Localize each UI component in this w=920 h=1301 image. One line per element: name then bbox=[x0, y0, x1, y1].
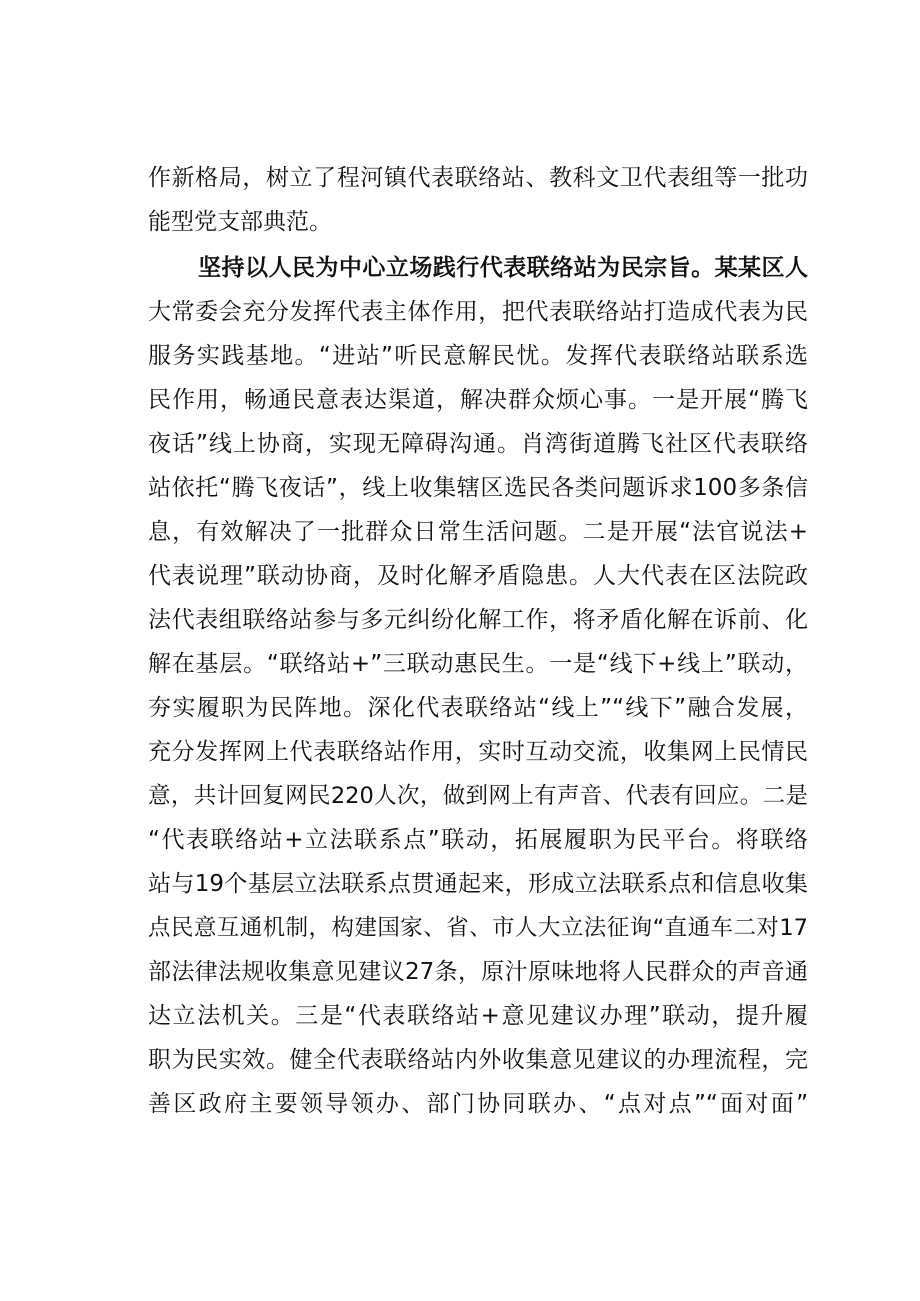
paragraph2-line: 意，共计回复网民220人次，做到网上有声音、代表有回应。二是 bbox=[148, 783, 808, 809]
paragraph2-line: 达立法机关。三是“代表联络站+意见建议办理”联动，提升履 bbox=[148, 1003, 808, 1029]
paragraph2-line: 解在基层。“联络站+”三联动惠民生。一是“线下+线上”联动， bbox=[148, 651, 808, 677]
paragraph2-line: 部法律法规收集意见建议27条，原汁原味地将人民群众的声音通 bbox=[148, 959, 808, 985]
paragraph2-line: 服务实践基地。“进站”听民意解民忧。发挥代表联络站联系选 bbox=[148, 343, 808, 369]
paragraph2-line: 大常委会充分发挥代表主体作用，把代表联络站打造成代表为民 bbox=[148, 299, 808, 325]
paragraph2-line: “代表联络站+立法联系点”联动，拓展履职为民平台。将联络 bbox=[148, 827, 808, 853]
paragraph2-line-1 bbox=[198, 247, 808, 289]
paragraph2-line: 站依托“腾飞夜话”，线上收集辖区选民各类问题诉求100多条信 bbox=[148, 475, 808, 501]
paragraph1-line-1: 作新格局，树立了程河镇代表联络站、教科文卫代表组等一批功 bbox=[148, 165, 808, 191]
paragraph2-first-line-rest: 某某区人 bbox=[714, 255, 809, 281]
paragraph2-line: 夯实履职为民阵地。深化代表联络站“线上”“线下”融合发展， bbox=[148, 695, 808, 721]
paragraph2-line: 代表说理”联动协商，及时化解矛盾隐患。人大代表在区法院政 bbox=[148, 563, 808, 589]
paragraph2-line: 法代表组联络站参与多元纠纷化解工作，将矛盾化解在诉前、化 bbox=[148, 607, 808, 633]
paragraph2-heading: 坚持以人民为中心立场践行代表联络站为民宗旨。 bbox=[198, 255, 715, 281]
paragraph2-line: 息，有效解决了一批群众日常生活问题。二是开展“法官说法+ bbox=[148, 519, 808, 545]
paragraph2-line: 善区政府主要领导领办、部门协同联办、“点对点”“面对面” bbox=[148, 1091, 808, 1117]
paragraph2-line: 充分发挥网上代表联络站作用，实时互动交流，收集网上民情民 bbox=[148, 739, 808, 765]
paragraph2-line: 夜话”线上协商，实现无障碍沟通。肖湾街道腾飞社区代表联络 bbox=[148, 431, 808, 457]
paragraph2-line: 站与19个基层立法联系点贯通起来，形成立法联系点和信息收集 bbox=[148, 871, 808, 897]
paragraph2-line: 民作用，畅通民意表达渠道，解决群众烦心事。一是开展“腾飞 bbox=[148, 387, 808, 413]
paragraph2-line: 职为民实效。健全代表联络站内外收集意见建议的办理流程，完 bbox=[148, 1047, 808, 1073]
paragraph2-line: 点民意互通机制，构建国家、省、市人大立法征询“直通车二对17 bbox=[148, 915, 808, 941]
paragraph1-line-2: 能型党支部典范。 bbox=[148, 209, 332, 235]
